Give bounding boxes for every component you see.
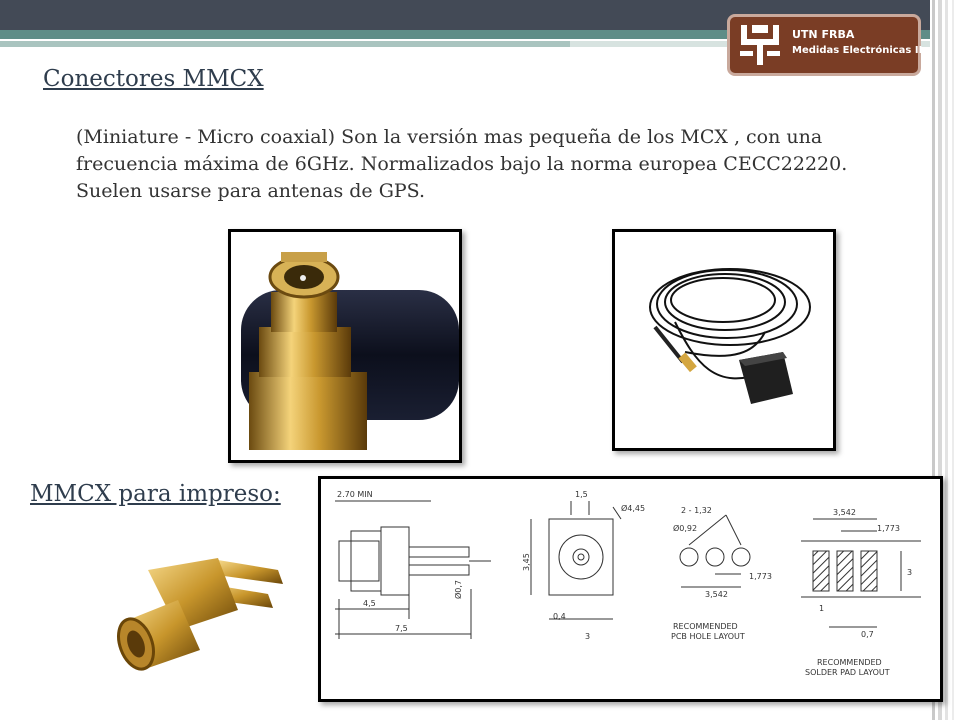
mmcx-technical-drawing xyxy=(318,476,943,702)
pad-caption-2: SOLDER PAD LAYOUT xyxy=(805,668,890,677)
top-accent-line xyxy=(0,41,580,47)
dim-min: 2.70 MIN xyxy=(337,490,373,499)
pad-1: 1 xyxy=(819,604,825,613)
dim-04: 0,4 xyxy=(553,612,566,621)
dim-15: 1,5 xyxy=(575,490,588,499)
pad-07: 0,7 xyxy=(861,630,874,639)
slide-title: Conectores MMCX xyxy=(43,66,264,92)
dim-75: 7,5 xyxy=(395,624,408,633)
gps-antenna-photo xyxy=(612,229,836,451)
hole-1773: 1,773 xyxy=(749,572,772,581)
dim-d445: Ø4,45 xyxy=(621,504,646,513)
slide-paragraph: (Miniature - Micro coaxial) Son la versión mas pequeña de los MCX , con una frecuencia máxima de 6GHz. Normalizados bajo la norma europea CECC22220. Suelen usarse para antenas de GPS. xyxy=(76,126,848,202)
dim-45: 4,5 xyxy=(363,599,376,608)
utn-logo xyxy=(727,14,921,76)
slide-subtitle: MMCX para impreso: xyxy=(30,481,281,507)
logo-subtitle: Medidas Electrónicas II xyxy=(792,45,923,56)
pad-caption-1: RECOMMENDED xyxy=(817,658,882,667)
dim-3: 3 xyxy=(585,632,591,641)
pcb-mmcx-connector-photo xyxy=(108,540,298,688)
pad-3542: 3,542 xyxy=(833,508,856,517)
pad-1773: 1,773 xyxy=(877,524,900,533)
pad-3: 3 xyxy=(907,568,913,577)
hole-caption-1: RECOMMENDED xyxy=(673,622,738,631)
logo-title: UTN FRBA xyxy=(792,28,855,41)
hole-count: 2 - 1,32 xyxy=(681,506,712,515)
dim-d07: Ø0,7 xyxy=(454,579,463,599)
hole-diameter: Ø0,92 xyxy=(673,524,698,533)
utn-emblem-icon xyxy=(737,23,783,67)
hole-caption-2: PCB HOLE LAYOUT xyxy=(671,632,745,641)
mmcx-connector-photo xyxy=(228,229,462,463)
hole-3542: 3,542 xyxy=(705,590,728,599)
dim-345: 3,45 xyxy=(522,553,531,571)
